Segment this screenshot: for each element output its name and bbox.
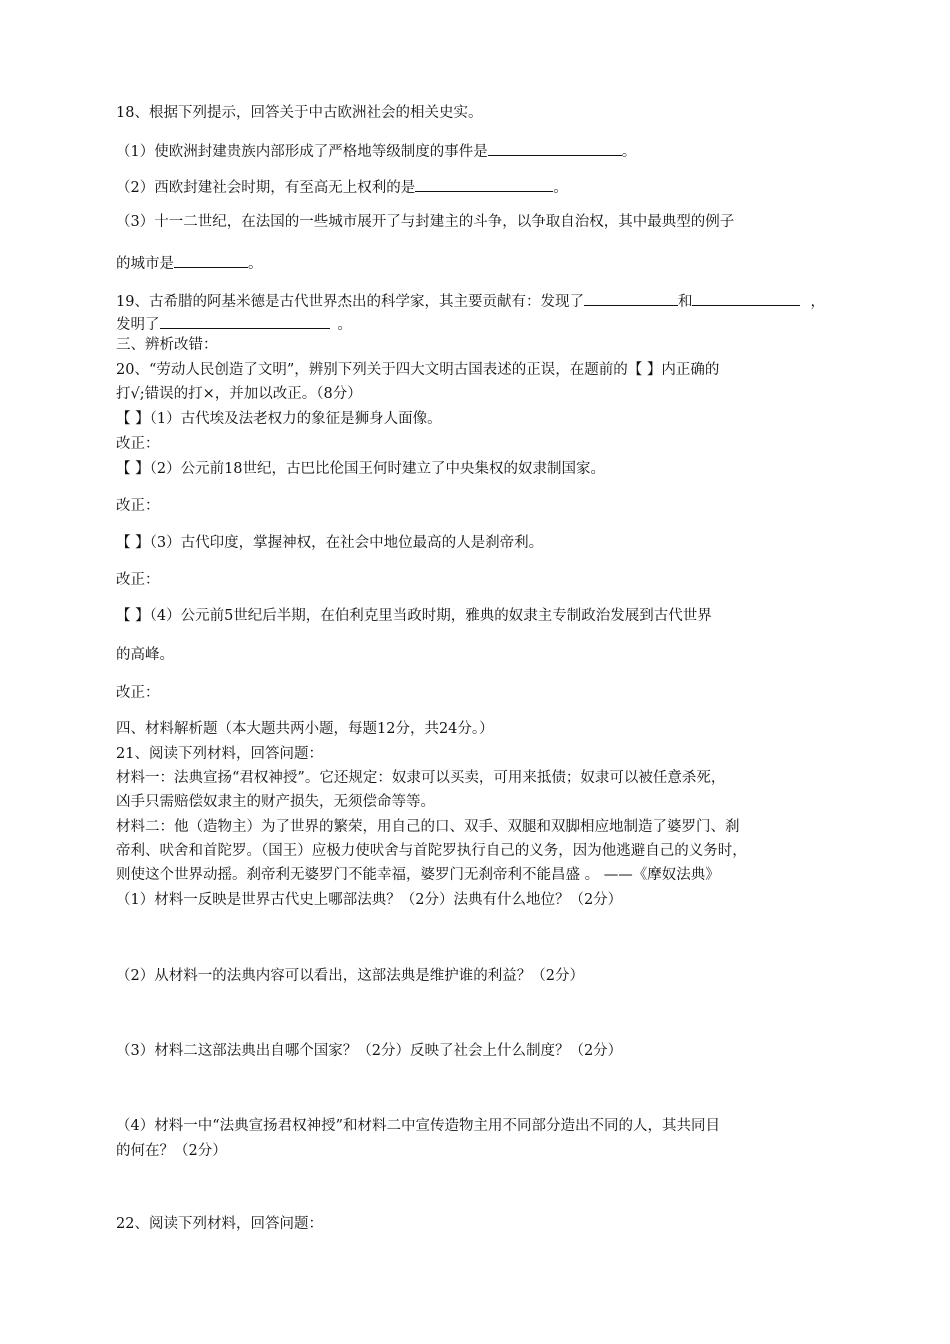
answer-blank[interactable]	[174, 252, 248, 268]
q20-fix-label: 改正：	[116, 498, 160, 514]
answer-blank[interactable]	[584, 290, 678, 306]
q18-part2	[116, 176, 568, 198]
q21-subq1: （1）材料一反映是世界古代史上哪部法典？（2分）法典有什么地位？（2分）	[116, 892, 623, 908]
q20-intro-line1: 20、“劳动人民创造了文明”，辨别下列关于四大文明古国表述的正误，在题前的【 】内正确的	[116, 362, 720, 378]
q20-fix-label: 改正：	[116, 436, 160, 452]
q21-subq4-line1: （4）材料一中“法典宣扬君权神授”和材料二中宣传造物主用不同部分造出不同的人，其共同目	[116, 1118, 721, 1134]
answer-blank[interactable]	[160, 313, 330, 329]
q18-part2-end: 。	[553, 180, 568, 196]
q20-fix-label: 改正：	[116, 685, 160, 701]
q19-line1	[116, 290, 825, 312]
q21-subq4-line2: 的何在？（2分）	[116, 1143, 227, 1159]
q20-item1: 【 】（1）古代埃及法老权力的象征是狮身人面像。	[116, 411, 442, 427]
q21-material1-line2: 凶手只需赔偿奴隶主的财产损失，无须偿命等等。	[116, 794, 435, 810]
q20-item3: 【 】（3）古代印度，掌握神权，在社会中地位最高的人是刹帝利。	[116, 535, 544, 551]
answer-blank[interactable]	[692, 290, 800, 306]
q18-part1-text: （1）使欧洲封建贵族内部形成了严格地等级制度的事件是	[116, 144, 488, 160]
q18-part1-end: 。	[621, 144, 637, 160]
q18-part3-text: 的城市是	[116, 256, 174, 272]
q18-part3-line2	[116, 252, 263, 274]
q19-line2	[116, 313, 352, 335]
q20-intro-line2: 打√;错误的打×，并加以改正。（8分）	[116, 386, 362, 402]
q20-fix-label: 改正：	[116, 572, 160, 588]
q20-item4-line2: 的高峰。	[116, 647, 174, 663]
q18-part2-text: （2）西欧封建社会时期，有至高无上权利的是	[116, 180, 416, 196]
q19-end: 。	[337, 317, 352, 333]
section4-heading: 四、材料解析题（本大题共两小题，每题12分，共24分。）	[116, 721, 494, 737]
q18-part1	[116, 140, 636, 162]
q21-subq3: （3）材料二这部法典出自哪个国家？（2分）反映了社会上什么制度？（2分）	[116, 1043, 623, 1059]
q21-subq2: （2）从材料一的法典内容可以看出，这部法典是维护谁的利益？（2分）	[116, 968, 584, 984]
q21-material2-line1: 材料二：他（造物主）为了世界的繁荣，用自己的口、双手、双腿和双脚相应地制造了婆罗门、刹	[116, 819, 740, 835]
q21-title: 21、阅读下列材料，回答问题：	[116, 746, 323, 762]
q20-item4-line1: 【 】（4）公元前5世纪后半期，在伯利克里当政时期，雅典的奴隶主专制政治发展到古代世界	[116, 608, 712, 624]
section3-heading: 三、辨析改错：	[116, 337, 218, 353]
q20-item2: 【 】（2）公元前18世纪，古巴比伦国王何时建立了中央集权的奴隶制国家。	[116, 461, 606, 477]
q21-material2-line2: 帝利、吠舍和首陀罗。（国王）应极力使吠舍与首陀罗执行自己的义务，因为他逃避自己的义务时，	[116, 843, 747, 859]
q19-text-b: 发明了	[116, 317, 160, 333]
q21-material2-line3: 则使这个世界动摇。刹帝利无婆罗门不能幸福，婆罗门无刹帝利不能昌盛 。 ——《摩奴法典》	[116, 867, 720, 883]
q18-part3-end: 。	[248, 256, 263, 272]
q19-text-a: 19、古希腊的阿基米德是古代世界杰出的科学家，其主要贡献有：发现了	[116, 294, 584, 310]
q22-title: 22、阅读下列材料，回答问题：	[116, 1216, 323, 1232]
q18-title: 18、根据下列提示，回答关于中古欧洲社会的相关史实。	[116, 105, 483, 121]
q18-part3-line1: （3）十一二世纪，在法国的一些城市展开了与封建主的斗争，以争取自治权，其中最典型的例子	[116, 214, 735, 230]
q19-and: 和	[677, 294, 693, 310]
answer-blank[interactable]	[488, 140, 622, 156]
q19-comma: ，	[810, 294, 825, 310]
answer-blank[interactable]	[415, 176, 553, 192]
q21-material1-line1: 材料一：法典宣扬“君权神授”。它还规定：奴隶可以买卖，可用来抵债；奴隶可以被任意杀死，	[116, 770, 726, 786]
